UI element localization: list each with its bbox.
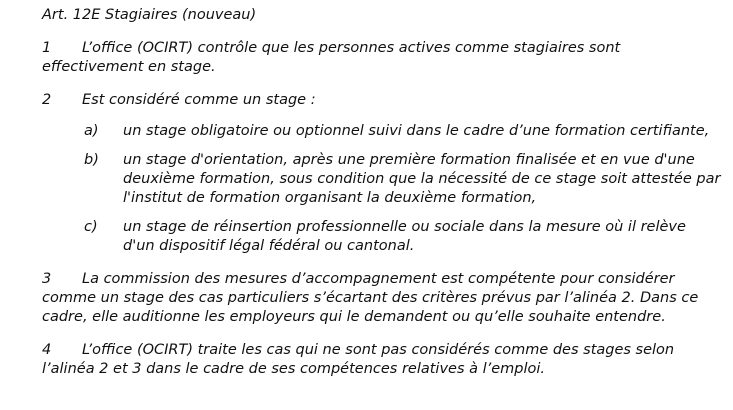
paragraph-text: La commission des mesures d’accompagnement est compétente pour considérer comme un stage des cas particuliers s’écartant des critères prévus par l’alinéa 2. Dans ce cadre, elle auditionne les employeurs qui le demandent ou qu’elle souhaite entendre. [42, 271, 699, 325]
list-item-letter: b) [84, 152, 99, 168]
paragraph-number: 4 [42, 342, 52, 358]
paragraph-3 [42, 270, 722, 327]
paragraph-number: 2 [42, 92, 52, 108]
paragraph-text: L’office (OCIRT) traite les cas qui ne sont pas considérés comme des stages selon l’alinéa 2 et 3 dans le cadre de ses compétences relatives à l’emploi. [42, 342, 675, 377]
paragraph-number: 1 [42, 40, 52, 56]
list-item-letter: c) [84, 219, 98, 235]
list-item-text: un stage obligatoire ou optionnel suivi dans le cadre d’une formation certifiante, [123, 123, 710, 139]
paragraph-text: Est considéré comme un stage : [82, 92, 316, 108]
paragraph-2 [42, 91, 722, 110]
list-item-c [42, 218, 722, 256]
paragraph-text: L’office (OCIRT) contrôle que les personnes actives comme stagiaires sont effectivement en stage. [42, 40, 621, 75]
document-body [42, 6, 722, 393]
list-item-text: un stage d'orientation, après une première formation finalisée et en vue d'une deuxième formation, sous condition que la nécessité de ce stage soit attestée par l'institut de formation organisant la deuxième formation, [123, 152, 721, 206]
paragraph-number: 3 [42, 271, 52, 287]
article-title: Art. 12E Stagiaires (nouveau) [42, 7, 257, 23]
list-item-a [42, 122, 722, 141]
paragraph-1 [42, 39, 722, 77]
paragraph-4 [42, 341, 722, 379]
list-item-letter: a) [84, 123, 99, 139]
list-item-b [42, 151, 722, 208]
list-item-text: un stage de réinsertion professionnelle ou sociale dans la mesure où il relève d'un dispositif légal fédéral ou cantonal. [123, 219, 686, 254]
